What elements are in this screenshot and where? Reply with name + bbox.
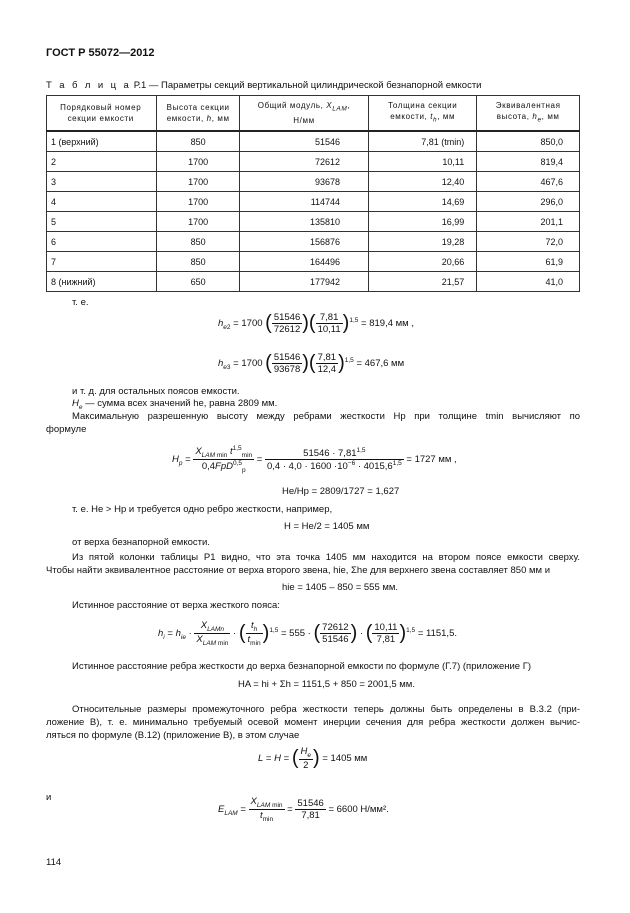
table-row bbox=[47, 252, 580, 272]
paragraph-true-distance: Истинное расстояние от верха жесткого пояса: bbox=[72, 600, 280, 611]
table-cell: 7,81 (tmin) bbox=[369, 131, 477, 152]
table-cell: 72,0 bbox=[477, 232, 580, 252]
table-cell: 1700 bbox=[157, 152, 240, 172]
paragraph-one-rib: т. е. He > Hp и требуется одно ребро жесткости, например, bbox=[72, 504, 333, 515]
table-row bbox=[47, 172, 580, 192]
table-row bbox=[47, 131, 580, 152]
paragraph-formula-word: формуле bbox=[46, 424, 87, 435]
equation-he2: $h_{e2} = 1700$ ( $\frac{51546}{72612}$ )( $\frac{7,81}{10,11}$ )$^{1,5}$ = 819,4 мм , bbox=[218, 312, 414, 335]
table-cell: 850,0 bbox=[477, 131, 580, 152]
column-header: Толщина секции емкости, $t_h$, мм bbox=[369, 96, 477, 132]
table-cell: 6 bbox=[47, 232, 157, 252]
ratio-he-hp: He/Hp = 2809/1727 = 1,627 bbox=[282, 486, 400, 497]
equation-he3-result: = 467,6 мм bbox=[356, 358, 405, 370]
text-and: и bbox=[46, 792, 52, 803]
table-cell: 467,6 bbox=[477, 172, 580, 192]
paragraph-from-top: от верха безнапорной емкости. bbox=[72, 537, 210, 548]
table-cell: 850 bbox=[157, 252, 240, 272]
table-cell: 72612 bbox=[239, 152, 368, 172]
paragraph-etc: и т. д. для остальных поясов емкости. bbox=[72, 386, 240, 397]
page-number: 114 bbox=[46, 857, 62, 868]
column-header: Общий модуль, $X_{LAM}$, Н/мм bbox=[239, 96, 368, 132]
table-cell: 21,57 bbox=[369, 272, 477, 292]
column-header: Эквивалентная высота, $h_e$, мм bbox=[477, 96, 580, 132]
table-cell: 16,99 bbox=[369, 212, 477, 232]
equation-he3: $h_{e3} = 1700$ ( $\frac{51546}{93678}$ )( $\frac{7,81}{12,4}$ )$^{1,5}$ = 467,6 мм bbox=[218, 352, 405, 375]
table-cell: 177942 bbox=[239, 272, 368, 292]
equation-hp: $H_p$ = $\frac{X_{LAM} _{min} t^{1,5}_{min}}{0,4FpD^{0,5}_p}$ = $\frac{51546 \cdot 7,81^{1,5}}{0,4 \cdot 4,0 \cdot 1600 \cdot 10^{-6} \cdot 4015,6^{1,5}}$ = 1727 мм , bbox=[172, 445, 457, 475]
table-cell: 156876 bbox=[239, 232, 368, 252]
paragraph-relative-dims-2: ложение В), т. е. минимально требуемый осевой момент инерции сечения для ребра жесткости должен вычис- bbox=[46, 717, 580, 728]
table-cell: 93678 bbox=[239, 172, 368, 192]
table-cell: 12,40 bbox=[369, 172, 477, 192]
table-cell: 850 bbox=[157, 131, 240, 152]
table-cell: 19,28 bbox=[369, 232, 477, 252]
table-cell: 4 bbox=[47, 192, 157, 212]
table-cell: 650 bbox=[157, 272, 240, 292]
table-cell: 1700 bbox=[157, 192, 240, 212]
paragraph-relative-dims-1: Относительные размеры промежуточного ребра жесткости теперь должны быть определены в В.3.2 (при- bbox=[72, 704, 580, 715]
table-cell: 1700 bbox=[157, 172, 240, 192]
table-caption-prefix: Т а б л и ц а bbox=[46, 80, 132, 91]
equation-elam: $E_{LAM}$ = $\frac{X_{LAM} _{min}}{t_{min}}$ = $\frac{51546}{7,81}$ = 6600 Н/мм². bbox=[218, 796, 389, 823]
column-header: Высота секции емкости, h, мм bbox=[157, 96, 240, 132]
table-cell: 114744 bbox=[239, 192, 368, 212]
table-caption bbox=[46, 80, 481, 91]
table-cell: 164496 bbox=[239, 252, 368, 272]
table-cell: 20,66 bbox=[369, 252, 477, 272]
paragraph-relative-dims-3: ляться по формуле (В.12) (приложение В), в этом случае bbox=[46, 730, 300, 741]
table-cell: 201,1 bbox=[477, 212, 580, 232]
equation-l-result: = 1405 мм bbox=[322, 752, 368, 764]
standard-number: ГОСТ Р 55072—2012 bbox=[46, 47, 155, 59]
column-header: Порядковый номер секции емкости bbox=[47, 96, 157, 132]
equation-hi-result: = 1151,5. bbox=[417, 627, 457, 639]
paragraph-fifth-column: Из пятой колонки таблицы Р1 видно, что эта точка 1405 мм находится на втором поясе емкости сверху. bbox=[72, 552, 580, 563]
table-cell: 296,0 bbox=[477, 192, 580, 212]
equation-he2-result: = 819,4 мм , bbox=[361, 318, 414, 330]
paragraph-rib-distance: Истинное расстояние ребра жесткости до верха безнапорной емкости по формуле (Г.7) (приложение Г) bbox=[72, 661, 532, 672]
sections-table bbox=[46, 95, 580, 292]
table-cell: 1700 bbox=[157, 212, 240, 232]
table-cell: 10,11 bbox=[369, 152, 477, 172]
paragraph-max-height: Максимальную разрешенную высоту между ребрами жесткости Hp при толщине tmin вычисляют по bbox=[72, 411, 580, 422]
paragraph-equivalent-distance: Чтобы найти эквивалентное расстояние от верха второго звена, hie, Σhe для верхнего звена составляет 850 мм и bbox=[46, 565, 551, 576]
equation-hi: $h_i = h_{ie}$ · $\frac{X_{LAMn}}{X_{LAM} _{min}}$ · ( $\frac{t_h}{t_{min}}$ )$^{1,5}$ = 555 · ( $\frac{72612}{51546}$ ) · ( $\frac{10,11}{7,81}$ )$^{1,5}$ = 1151,5. bbox=[158, 620, 457, 647]
table-cell: 2 bbox=[47, 152, 157, 172]
table-cell: 14,69 bbox=[369, 192, 477, 212]
table-caption-text: Параметры секций вертикальной цилиндрической безнапорной емкости bbox=[161, 80, 482, 91]
equation-hie: hie = 1405 – 850 = 555 мм. bbox=[282, 582, 399, 593]
table-row bbox=[47, 152, 580, 172]
table-row bbox=[47, 232, 580, 252]
table-cell: 41,0 bbox=[477, 272, 580, 292]
table-header-row bbox=[47, 96, 580, 132]
equation-ha: HA = hi + Σh = 1151,5 + 850 = 2001,5 мм. bbox=[238, 679, 415, 690]
table-row bbox=[47, 272, 580, 292]
paragraph-he-sum: $H_e$ — сумма всех значений he, равна 2809 мм. bbox=[72, 398, 278, 411]
table-cell: 61,9 bbox=[477, 252, 580, 272]
table-row bbox=[47, 212, 580, 232]
table-cell: 7 bbox=[47, 252, 157, 272]
table-cell: 1 (верхний) bbox=[47, 131, 157, 152]
text-te: т. е. bbox=[72, 297, 89, 308]
table-caption-number: Р.1 — bbox=[133, 80, 162, 91]
table-cell: 51546 bbox=[239, 131, 368, 152]
equation-h: H = He/2 = 1405 мм bbox=[284, 521, 370, 532]
equation-hp-result: = 1727 мм , bbox=[406, 454, 457, 466]
table-cell: 850 bbox=[157, 232, 240, 252]
table-cell: 8 (нижний) bbox=[47, 272, 157, 292]
table-cell: 5 bbox=[47, 212, 157, 232]
equation-elam-result: = 6600 Н/мм². bbox=[328, 803, 389, 815]
table-cell: 3 bbox=[47, 172, 157, 192]
table-cell: 819,4 bbox=[477, 152, 580, 172]
table-row bbox=[47, 192, 580, 212]
equation-l: L = H = ( $\frac{H_e}{2}$ ) = 1405 мм bbox=[258, 746, 368, 771]
table-cell: 135810 bbox=[239, 212, 368, 232]
